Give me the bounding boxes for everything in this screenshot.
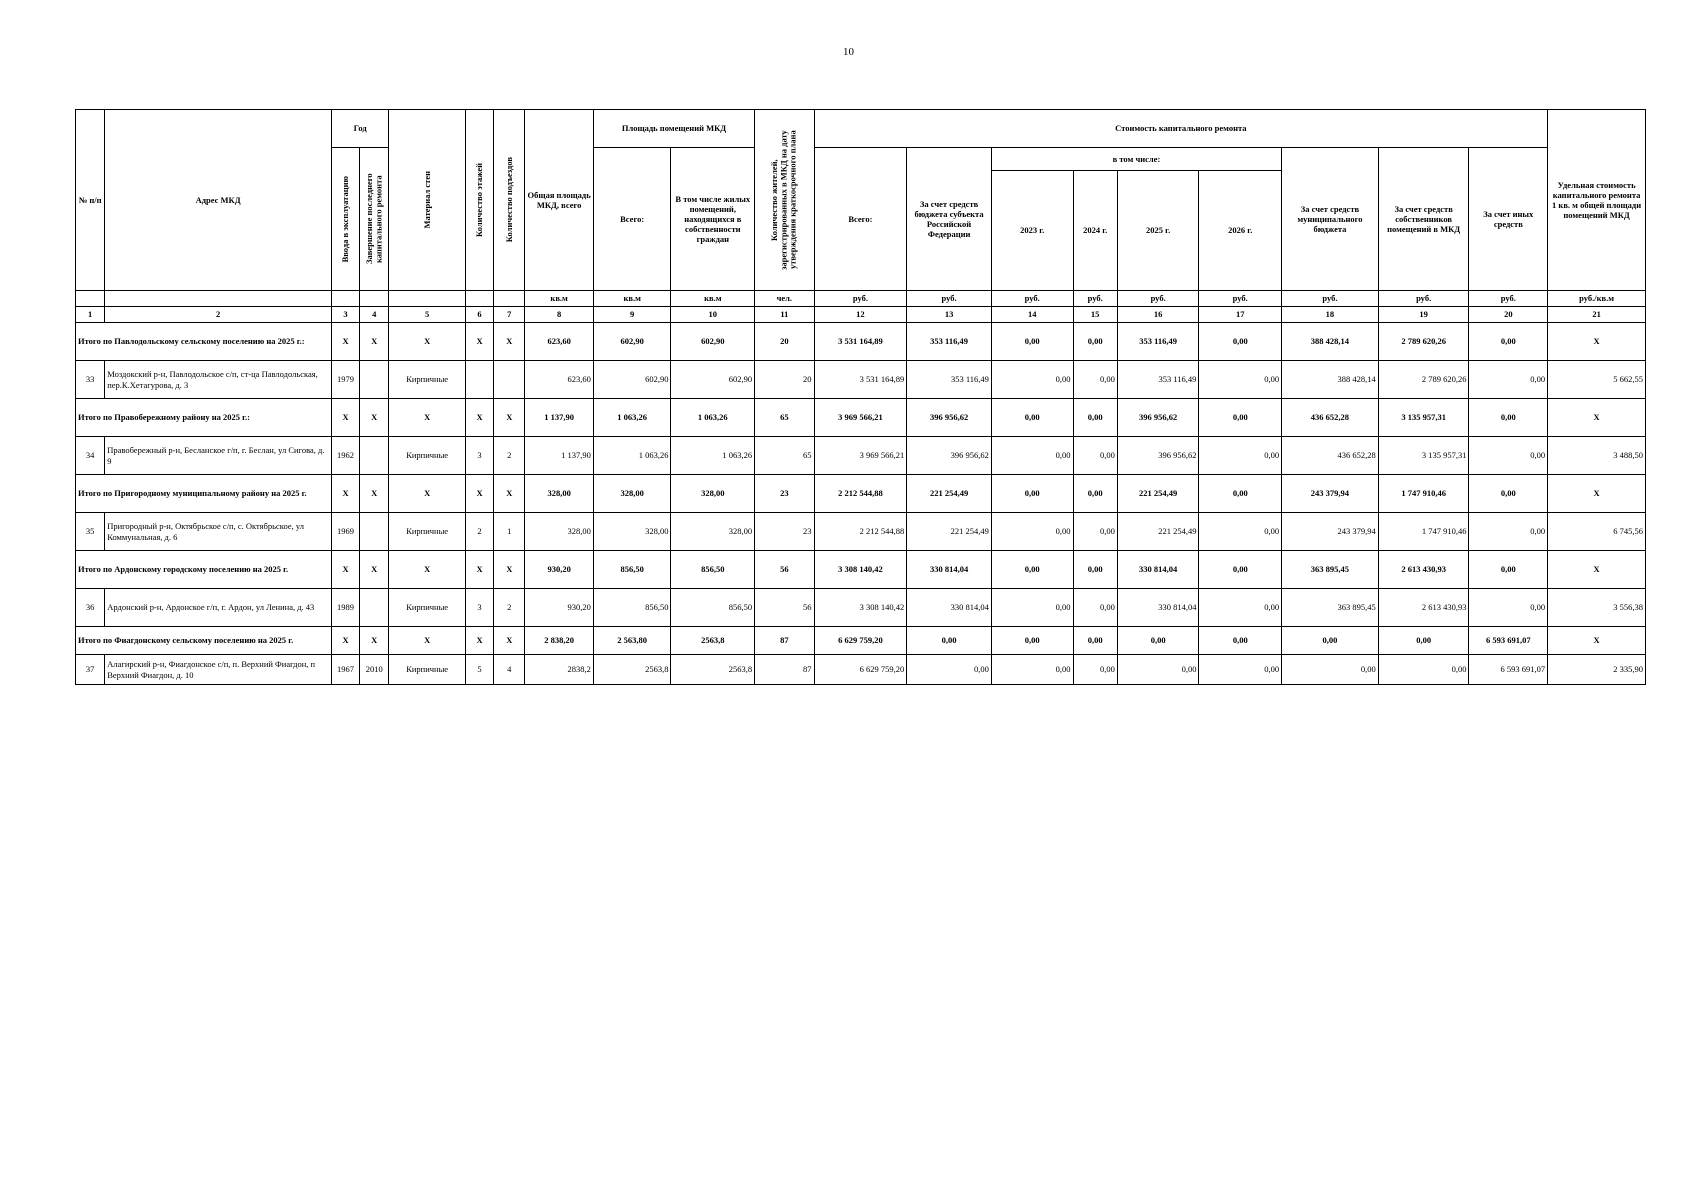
header-specific-cost: Удельная стоимость капитального ремонта 1 кв. м общей площади помещений МКД	[1548, 110, 1646, 291]
year-commission-cell: 1979	[331, 361, 359, 399]
total-cell-c7: X	[494, 627, 525, 655]
value-cell-c10: 1 063,26	[671, 437, 755, 475]
year-repair-cell	[360, 437, 389, 475]
row-number: 33	[76, 361, 105, 399]
entrances-cell: 4	[494, 655, 525, 685]
total-cell-c15: 0,00	[1073, 323, 1117, 361]
header-y2024: 2024 г.	[1073, 170, 1117, 290]
total-cell-c17: 0,00	[1199, 551, 1282, 589]
total-cell-c13: 330 814,04	[907, 551, 992, 589]
total-label: Итого по Фиагдонскому сельскому поселению на 2025 г.	[76, 627, 332, 655]
value-cell-c11: 23	[755, 513, 814, 551]
address-cell: Алагирский р-н, Фиагдонское с/п, п. Верхний Фиагдон, п Верхний Фиагдон, д. 10	[105, 655, 332, 685]
unit-cell: руб.	[907, 291, 992, 307]
total-cell-c11: 65	[755, 399, 814, 437]
address-cell: Ардонский р-н, Ардонское г/п, г. Ардон, ул Ленина, д. 43	[105, 589, 332, 627]
value-cell-c14: 0,00	[991, 655, 1073, 685]
wall-material-cell: Кирпичные	[389, 589, 466, 627]
column-number-cell: 21	[1548, 307, 1646, 323]
total-cell-c3: X	[331, 399, 359, 437]
wall-material-cell: Кирпичные	[389, 361, 466, 399]
unit-cell: руб.	[1282, 291, 1379, 307]
total-cell-c3: X	[331, 475, 359, 513]
unit-cell: кв.м	[593, 291, 671, 307]
table-row	[76, 361, 1646, 399]
column-number-cell: 5	[389, 307, 466, 323]
total-cell-c11: 23	[755, 475, 814, 513]
total-cell-c14: 0,00	[991, 627, 1073, 655]
total-cell-c8: 328,00	[525, 475, 594, 513]
total-label: Итого по Пригородному муниципальному району на 2025 г.	[76, 475, 332, 513]
value-cell-c13: 353 116,49	[907, 361, 992, 399]
total-cell-c11: 20	[755, 323, 814, 361]
value-cell-c9: 602,90	[593, 361, 671, 399]
total-cell-c15: 0,00	[1073, 627, 1117, 655]
value-cell-c21: 3 556,38	[1548, 589, 1646, 627]
total-cell-c4: X	[360, 475, 389, 513]
total-cell-c10: 856,50	[671, 551, 755, 589]
value-cell-c17: 0,00	[1199, 589, 1282, 627]
value-cell-c12: 2 212 544,88	[814, 513, 907, 551]
total-cell-c9: 602,90	[593, 323, 671, 361]
total-cell-c18: 0,00	[1282, 627, 1379, 655]
value-cell-c14: 0,00	[991, 437, 1073, 475]
total-cell-c10: 328,00	[671, 475, 755, 513]
header-cost-total: Всего:	[814, 148, 907, 291]
value-cell-c13: 0,00	[907, 655, 992, 685]
column-number-cell: 8	[525, 307, 594, 323]
value-cell-c20: 0,00	[1469, 437, 1548, 475]
header-including: в том числе:	[991, 148, 1281, 171]
row-number: 35	[76, 513, 105, 551]
header-y2023: 2023 г.	[991, 170, 1073, 290]
column-number-cell: 3	[331, 307, 359, 323]
header-cost-other: За счет иных средств	[1469, 148, 1548, 291]
value-cell-c12: 6 629 759,20	[814, 655, 907, 685]
value-cell-c19: 3 135 957,31	[1378, 437, 1469, 475]
total-cell-c14: 0,00	[991, 551, 1073, 589]
wall-material-cell: Кирпичные	[389, 437, 466, 475]
header-year: Год	[331, 110, 388, 148]
total-cell-c21: X	[1548, 323, 1646, 361]
entrances-cell: 2	[494, 589, 525, 627]
total-cell-c5: X	[389, 475, 466, 513]
year-repair-cell	[360, 513, 389, 551]
total-cell-c5: X	[389, 323, 466, 361]
total-cell-c3: X	[331, 551, 359, 589]
column-number-cell: 6	[465, 307, 493, 323]
column-number-cell: 13	[907, 307, 992, 323]
year-commission-cell: 1967	[331, 655, 359, 685]
total-cell-c21: X	[1548, 551, 1646, 589]
value-cell-c21: 6 745,56	[1548, 513, 1646, 551]
total-cell-c9: 856,50	[593, 551, 671, 589]
value-cell-c16: 330 814,04	[1117, 589, 1199, 627]
address-cell: Правобережный р-н, Бесланское г/п, г. Беслан, ул Сигова, д. 9	[105, 437, 332, 475]
total-cell-c13: 221 254,49	[907, 475, 992, 513]
value-cell-c21: 5 662,55	[1548, 361, 1646, 399]
year-repair-cell	[360, 589, 389, 627]
value-cell-c8: 328,00	[525, 513, 594, 551]
value-cell-c20: 0,00	[1469, 589, 1548, 627]
header-floors	[465, 110, 493, 291]
total-cell-c13: 0,00	[907, 627, 992, 655]
total-cell-c7: X	[494, 475, 525, 513]
unit-cell: кв.м	[671, 291, 755, 307]
unit-cell: руб.	[1117, 291, 1199, 307]
floors-cell: 2	[465, 513, 493, 551]
address-cell: Пригородный р-н, Октябрьское с/п, с. Октябрьское, ул Коммунальная, д. 6	[105, 513, 332, 551]
total-cell-c13: 396 956,62	[907, 399, 992, 437]
value-cell-c19: 2 789 620,26	[1378, 361, 1469, 399]
unit-cell: руб.	[1073, 291, 1117, 307]
value-cell-c8: 930,20	[525, 589, 594, 627]
value-cell-c14: 0,00	[991, 589, 1073, 627]
floors-cell	[465, 361, 493, 399]
row-number: 36	[76, 589, 105, 627]
unit-cell: руб.	[814, 291, 907, 307]
address-cell: Моздокский р-н, Павлодольское с/п, ст-ца Павлодольская, пер.К.Хетагурова, д. 3	[105, 361, 332, 399]
total-label: Итого по Павлодольскому сельскому поселению на 2025 г.:	[76, 323, 332, 361]
total-cell-c12: 6 629 759,20	[814, 627, 907, 655]
total-cell-c7: X	[494, 323, 525, 361]
total-cell-c14: 0,00	[991, 399, 1073, 437]
value-cell-c9: 2563,8	[593, 655, 671, 685]
total-cell-c20: 0,00	[1469, 399, 1548, 437]
value-cell-c17: 0,00	[1199, 655, 1282, 685]
column-number-cell: 12	[814, 307, 907, 323]
units-row	[76, 291, 1646, 307]
page-number: 10	[843, 46, 854, 58]
value-cell-c12: 3 969 566,21	[814, 437, 907, 475]
wall-material-cell: Кирпичные	[389, 513, 466, 551]
header-year-last-repair	[360, 148, 389, 291]
entrances-cell: 1	[494, 513, 525, 551]
value-cell-c19: 2 613 430,93	[1378, 589, 1469, 627]
value-cell-c13: 396 956,62	[907, 437, 992, 475]
total-cell-c15: 0,00	[1073, 475, 1117, 513]
column-number-cell: 15	[1073, 307, 1117, 323]
unit-cell: кв.м	[525, 291, 594, 307]
total-cell-c18: 243 379,94	[1282, 475, 1379, 513]
value-cell-c14: 0,00	[991, 513, 1073, 551]
units-empty-cell	[465, 291, 493, 307]
total-cell-c17: 0,00	[1199, 627, 1282, 655]
total-cell-c6: X	[465, 399, 493, 437]
header-cost-municipal: За счет средств муниципального бюджета	[1282, 148, 1379, 291]
value-cell-c17: 0,00	[1199, 361, 1282, 399]
total-cell-c6: X	[465, 475, 493, 513]
total-cell-c12: 3 969 566,21	[814, 399, 907, 437]
value-cell-c18: 243 379,94	[1282, 513, 1379, 551]
total-row	[76, 323, 1646, 361]
column-number-cell: 4	[360, 307, 389, 323]
total-cell-c16: 0,00	[1117, 627, 1199, 655]
units-empty-cell	[360, 291, 389, 307]
total-cell-c12: 3 308 140,42	[814, 551, 907, 589]
header-year-commission	[331, 148, 359, 291]
column-number-cell: 7	[494, 307, 525, 323]
column-numbers-row	[76, 307, 1646, 323]
total-cell-c19: 2 789 620,26	[1378, 323, 1469, 361]
value-cell-c9: 1 063,26	[593, 437, 671, 475]
header-total-area: Общая площадь МКД, всего	[525, 110, 594, 291]
value-cell-c10: 2563,8	[671, 655, 755, 685]
unit-cell: руб.	[1469, 291, 1548, 307]
total-cell-c19: 2 613 430,93	[1378, 551, 1469, 589]
total-cell-c10: 602,90	[671, 323, 755, 361]
total-cell-c8: 930,20	[525, 551, 594, 589]
total-row	[76, 627, 1646, 655]
header-cost: Стоимость капитального ремонта	[814, 110, 1548, 148]
value-cell-c13: 221 254,49	[907, 513, 992, 551]
value-cell-c19: 1 747 910,46	[1378, 513, 1469, 551]
header-y2025: 2025 г.	[1117, 170, 1199, 290]
header-residents-text: Количество жителей, зарегистрированных в МКД на дату утверждения краткосрочного плана	[769, 130, 798, 270]
value-cell-c20: 0,00	[1469, 361, 1548, 399]
value-cell-c9: 328,00	[593, 513, 671, 551]
total-cell-c12: 3 531 164,89	[814, 323, 907, 361]
row-number: 34	[76, 437, 105, 475]
total-cell-c5: X	[389, 627, 466, 655]
total-cell-c15: 0,00	[1073, 551, 1117, 589]
total-cell-c20: 0,00	[1469, 551, 1548, 589]
header-year-commission-text: Ввода в эксплуатацию	[340, 175, 351, 263]
value-cell-c18: 363 895,45	[1282, 589, 1379, 627]
value-cell-c8: 1 137,90	[525, 437, 594, 475]
value-cell-c16: 0,00	[1117, 655, 1199, 685]
year-repair-cell: 2010	[360, 655, 389, 685]
table-row	[76, 513, 1646, 551]
value-cell-c16: 221 254,49	[1117, 513, 1199, 551]
total-cell-c4: X	[360, 323, 389, 361]
total-cell-c3: X	[331, 323, 359, 361]
total-cell-c21: X	[1548, 399, 1646, 437]
total-cell-c20: 6 593 691,07	[1469, 627, 1548, 655]
value-cell-c10: 856,50	[671, 589, 755, 627]
wall-material-cell: Кирпичные	[389, 655, 466, 685]
header-wall-material	[389, 110, 466, 291]
total-cell-c6: X	[465, 627, 493, 655]
unit-cell: руб./кв.м	[1548, 291, 1646, 307]
total-cell-c6: X	[465, 551, 493, 589]
header-cost-region: За счет средств бюджета субъекта Российской Федерации	[907, 148, 992, 291]
total-cell-c17: 0,00	[1199, 399, 1282, 437]
column-number-cell: 18	[1282, 307, 1379, 323]
total-cell-c16: 353 116,49	[1117, 323, 1199, 361]
total-cell-c3: X	[331, 627, 359, 655]
total-cell-c19: 1 747 910,46	[1378, 475, 1469, 513]
column-number-cell: 14	[991, 307, 1073, 323]
header-cost-owners: За счет средств собственников помещений в МКД	[1378, 148, 1469, 291]
column-number-cell: 17	[1199, 307, 1282, 323]
value-cell-c12: 3 308 140,42	[814, 589, 907, 627]
header-entrances-text: Количество подъездов	[504, 157, 515, 243]
value-cell-c14: 0,00	[991, 361, 1073, 399]
header-area-all: Всего:	[593, 148, 671, 291]
total-cell-c14: 0,00	[991, 475, 1073, 513]
total-cell-c10: 1 063,26	[671, 399, 755, 437]
table-row	[76, 589, 1646, 627]
value-cell-c11: 56	[755, 589, 814, 627]
column-number-cell: 20	[1469, 307, 1548, 323]
value-cell-c10: 328,00	[671, 513, 755, 551]
value-cell-c11: 20	[755, 361, 814, 399]
value-cell-c16: 396 956,62	[1117, 437, 1199, 475]
total-cell-c18: 363 895,45	[1282, 551, 1379, 589]
units-empty-cell	[331, 291, 359, 307]
year-commission-cell: 1962	[331, 437, 359, 475]
total-cell-c20: 0,00	[1469, 475, 1548, 513]
unit-cell: руб.	[1378, 291, 1469, 307]
year-repair-cell	[360, 361, 389, 399]
value-cell-c15: 0,00	[1073, 437, 1117, 475]
value-cell-c15: 0,00	[1073, 589, 1117, 627]
total-cell-c4: X	[360, 551, 389, 589]
units-empty-cell	[389, 291, 466, 307]
value-cell-c9: 856,50	[593, 589, 671, 627]
header-premises-area: Площадь помещений МКД	[593, 110, 754, 148]
total-cell-c8: 623,60	[525, 323, 594, 361]
units-empty-cell	[76, 291, 105, 307]
value-cell-c13: 330 814,04	[907, 589, 992, 627]
total-label: Итого по Правобережному району на 2025 г.:	[76, 399, 332, 437]
value-cell-c20: 6 593 691,07	[1469, 655, 1548, 685]
header-address: Адрес МКД	[105, 110, 332, 291]
header-wall-material-text: Материал стен	[422, 171, 433, 229]
total-cell-c13: 353 116,49	[907, 323, 992, 361]
floors-cell: 3	[465, 437, 493, 475]
total-cell-c15: 0,00	[1073, 399, 1117, 437]
total-cell-c19: 3 135 957,31	[1378, 399, 1469, 437]
header-floors-text: Количество этажей	[474, 163, 485, 237]
value-cell-c8: 2838,2	[525, 655, 594, 685]
total-cell-c17: 0,00	[1199, 323, 1282, 361]
header-entrances	[494, 110, 525, 291]
value-cell-c8: 623,60	[525, 361, 594, 399]
total-cell-c6: X	[465, 323, 493, 361]
total-cell-c8: 2 838,20	[525, 627, 594, 655]
value-cell-c10: 602,90	[671, 361, 755, 399]
value-cell-c15: 0,00	[1073, 361, 1117, 399]
row-number: 37	[76, 655, 105, 685]
total-cell-c19: 0,00	[1378, 627, 1469, 655]
value-cell-c16: 353 116,49	[1117, 361, 1199, 399]
total-cell-c5: X	[389, 399, 466, 437]
total-label: Итого по Ардонскому городскому поселению на 2025 г.	[76, 551, 332, 589]
total-row	[76, 475, 1646, 513]
total-cell-c12: 2 212 544,88	[814, 475, 907, 513]
year-commission-cell: 1969	[331, 513, 359, 551]
value-cell-c12: 3 531 164,89	[814, 361, 907, 399]
column-number-cell: 16	[1117, 307, 1199, 323]
value-cell-c20: 0,00	[1469, 513, 1548, 551]
total-cell-c11: 56	[755, 551, 814, 589]
year-commission-cell: 1989	[331, 589, 359, 627]
value-cell-c15: 0,00	[1073, 513, 1117, 551]
total-cell-c5: X	[389, 551, 466, 589]
total-cell-c8: 1 137,90	[525, 399, 594, 437]
total-cell-c16: 221 254,49	[1117, 475, 1199, 513]
value-cell-c17: 0,00	[1199, 513, 1282, 551]
total-cell-c9: 1 063,26	[593, 399, 671, 437]
entrances-cell	[494, 361, 525, 399]
total-cell-c11: 87	[755, 627, 814, 655]
value-cell-c11: 87	[755, 655, 814, 685]
units-empty-cell	[105, 291, 332, 307]
value-cell-c21: 2 335,90	[1548, 655, 1646, 685]
column-number-cell: 10	[671, 307, 755, 323]
total-cell-c7: X	[494, 551, 525, 589]
total-cell-c4: X	[360, 627, 389, 655]
header-residents	[755, 110, 814, 291]
total-cell-c16: 396 956,62	[1117, 399, 1199, 437]
capital-repair-table	[75, 109, 1646, 685]
value-cell-c18: 0,00	[1282, 655, 1379, 685]
total-cell-c21: X	[1548, 627, 1646, 655]
total-cell-c21: X	[1548, 475, 1646, 513]
header-num: № п/п	[76, 110, 105, 291]
total-cell-c18: 436 652,28	[1282, 399, 1379, 437]
value-cell-c18: 388 428,14	[1282, 361, 1379, 399]
column-number-cell: 11	[755, 307, 814, 323]
floors-cell: 5	[465, 655, 493, 685]
total-cell-c9: 328,00	[593, 475, 671, 513]
total-cell-c20: 0,00	[1469, 323, 1548, 361]
total-cell-c17: 0,00	[1199, 475, 1282, 513]
value-cell-c15: 0,00	[1073, 655, 1117, 685]
unit-cell: руб.	[1199, 291, 1282, 307]
total-cell-c7: X	[494, 399, 525, 437]
total-row	[76, 399, 1646, 437]
value-cell-c18: 436 652,28	[1282, 437, 1379, 475]
value-cell-c17: 0,00	[1199, 437, 1282, 475]
value-cell-c19: 0,00	[1378, 655, 1469, 685]
unit-cell: чел.	[755, 291, 814, 307]
column-number-cell: 1	[76, 307, 105, 323]
column-number-cell: 9	[593, 307, 671, 323]
value-cell-c11: 65	[755, 437, 814, 475]
total-cell-c9: 2 563,80	[593, 627, 671, 655]
total-cell-c14: 0,00	[991, 323, 1073, 361]
table-row	[76, 437, 1646, 475]
entrances-cell: 2	[494, 437, 525, 475]
unit-cell: руб.	[991, 291, 1073, 307]
table-row	[76, 655, 1646, 685]
total-cell-c10: 2563,8	[671, 627, 755, 655]
total-cell-c18: 388 428,14	[1282, 323, 1379, 361]
value-cell-c21: 3 488,50	[1548, 437, 1646, 475]
total-row	[76, 551, 1646, 589]
header-y2026: 2026 г.	[1199, 170, 1282, 290]
floors-cell: 3	[465, 589, 493, 627]
units-empty-cell	[494, 291, 525, 307]
total-cell-c4: X	[360, 399, 389, 437]
column-number-cell: 2	[105, 307, 332, 323]
header-area-residential: В том числе жилых помещений, находящихся в собственности граждан	[671, 148, 755, 291]
total-cell-c16: 330 814,04	[1117, 551, 1199, 589]
header-year-last-repair-text: Завершение последнего капитального ремонта	[363, 173, 384, 265]
column-number-cell: 19	[1378, 307, 1469, 323]
